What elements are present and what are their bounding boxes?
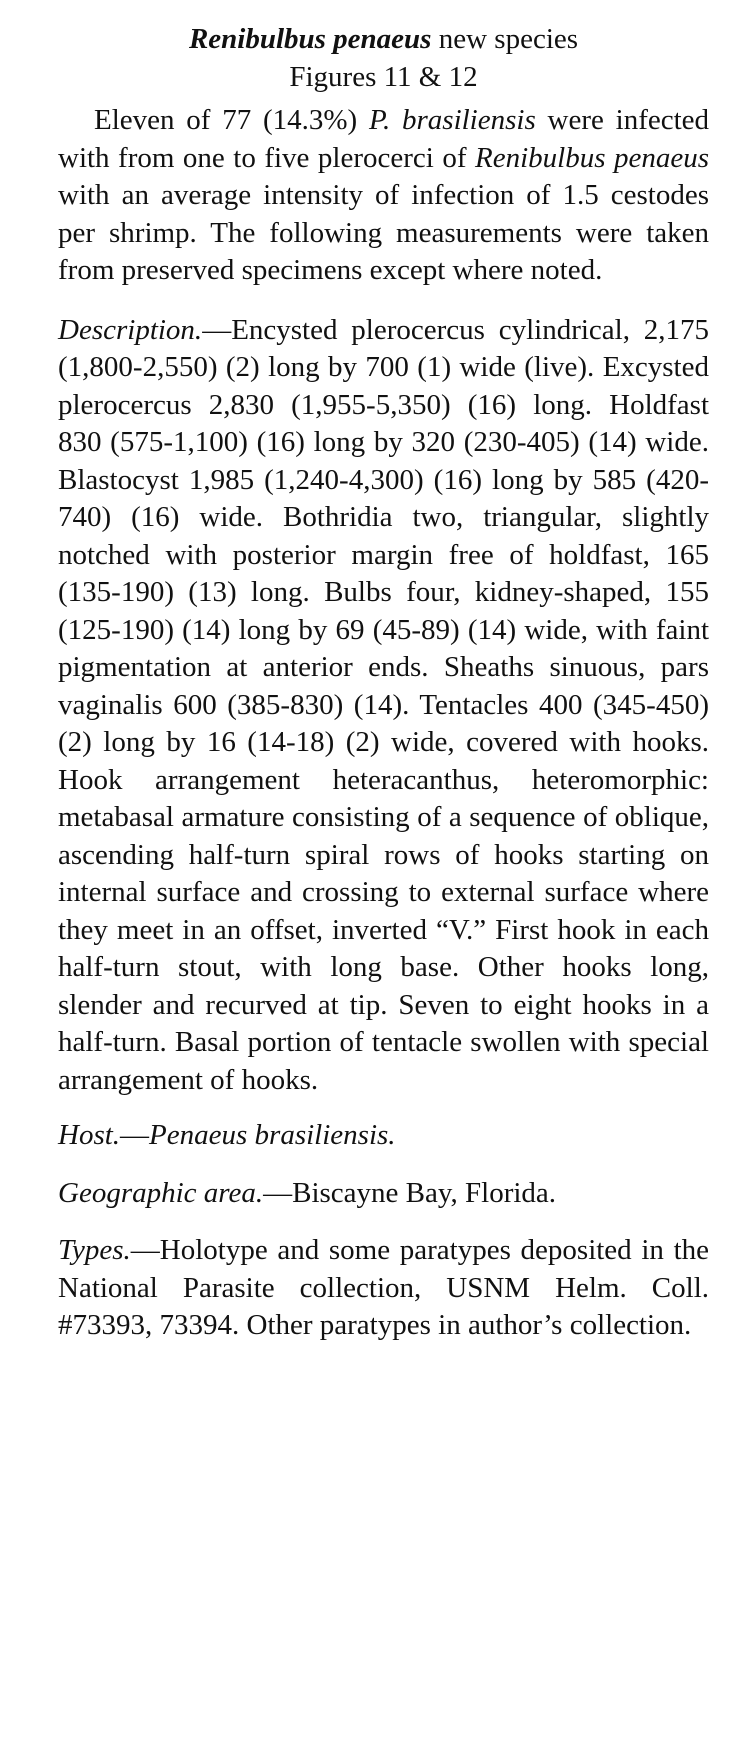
intro-text-3: with an average intensity of infection of 1.5 cestodes per shrimp. The following measurements were taken from preserved specimens except where noted.: [58, 179, 709, 286]
species-heading: [58, 20, 709, 58]
host-dash: —: [120, 1119, 150, 1151]
species-name: Renibulbus penaeus: [188, 23, 432, 55]
intro-text-1: Eleven of 77 (14.3%): [94, 104, 358, 136]
intro-host-name: P. brasiliensis: [369, 104, 536, 136]
host-value: Penaeus brasiliensis.: [149, 1119, 396, 1151]
host-paragraph: [58, 1117, 709, 1155]
intro-paragraph: [58, 102, 709, 290]
geographic-paragraph: [58, 1175, 709, 1213]
types-value: —Holotype and some paratypes deposited in the National Parasite collection, USNM Helm. Coll. #73393, 73394. Other paratypes in author’s collection.: [58, 1234, 709, 1341]
types-label: Types.: [58, 1234, 131, 1266]
article-text: [58, 20, 709, 1345]
host-label: Host.: [58, 1119, 121, 1151]
figures-reference: Figures 11 & 12: [289, 61, 478, 93]
types-paragraph: [58, 1232, 709, 1345]
description-paragraph: [58, 312, 709, 1100]
intro-species-name: Renibulbus penaeus: [475, 141, 710, 174]
geographic-value: —Biscayne Bay, Florida.: [263, 1176, 557, 1209]
geographic-label: Geographic area.: [58, 1176, 264, 1209]
description-text: —Encysted plerocercus cylindrical, 2,175 (1,800-2,550) (2) long by 700 (1) wide (live). Excysted plerocercus 2,830 (1,955-5,350) (16) long. Holdfast 830 (575-1,100) (16) long by 320 (230-405) (14) wide. Blastocyst 1,985 (1,240-4,300) (16) long by 585 (420-740) (16) wide. Bothridia two, triangular, slightly notched with posterior margin free of holdfast, 165 (135-190) (13) long. Bulbs four, kidney-shaped, 155 (125-190) (14) long by 69 (45-89) (14) wide, with faint pigmentation at anterior ends. Sheaths sinuous, pars vaginalis 600 (385-830) (14). Tentacles 400 (345-450) (2) long by 16 (14-18) (2) wide, covered with hooks. Hook arrangement heteracanthus, heteromorphic: metabasal armature consisting of a sequence of oblique, ascending half-turn spiral rows of hooks starting on internal surface and crossing to external surface where they meet in an offset, inverted “V.” First hook in each half-turn stout, with long base. Other hooks long, slender and recurved at tip. Seven to eight hooks in a half-turn. Basal portion of tentacle swollen with special arrangement of hooks.: [58, 313, 709, 1096]
species-status: new species: [438, 23, 579, 55]
description-label: Description.: [58, 313, 203, 346]
intro-text-2: were infected with from one to five plerocerci of: [58, 104, 710, 174]
